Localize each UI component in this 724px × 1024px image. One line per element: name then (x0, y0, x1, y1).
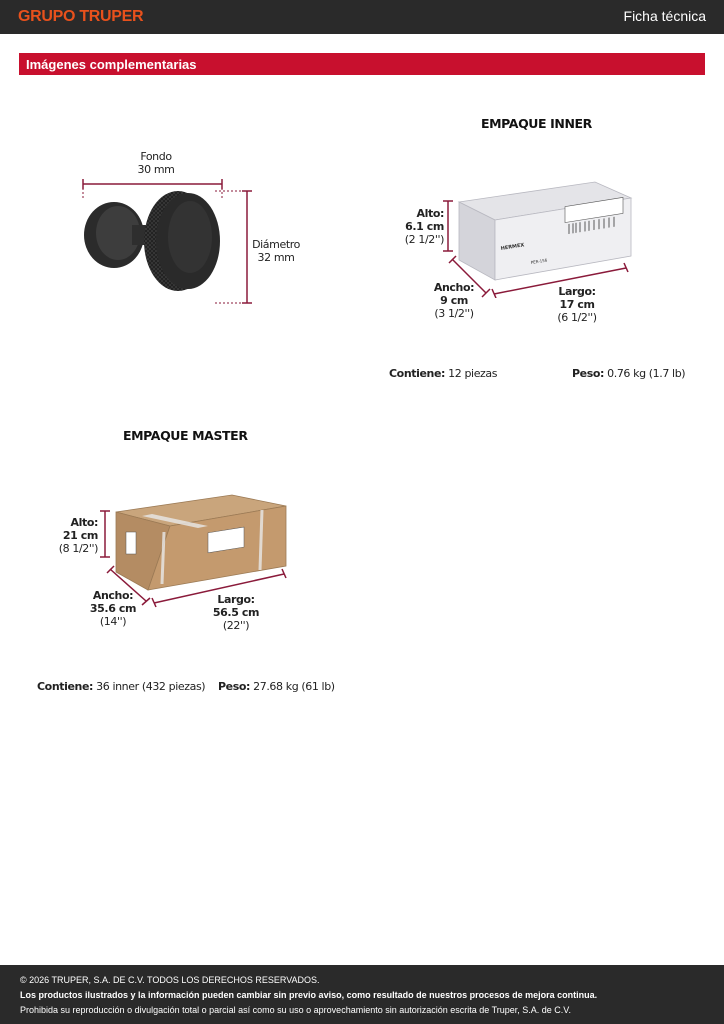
master-peso: Peso: 27.68 kg (61 lb) (218, 680, 335, 693)
master-contiene: Contiene: 36 inner (432 piezas) (37, 680, 206, 693)
section-header (19, 53, 705, 75)
inner-box-brand: HERMEX (500, 242, 525, 252)
footer-rights: Prohibida su reproducción o divulgación total o parcial así como su uso o aprovechamiento sin autorización escrita de Truper, S.A. de C.V. (20, 1005, 571, 1015)
master-alto-label: Alto: 21 cm (8 1/2'') (58, 516, 98, 555)
diametro-label: Diámetro 32 mm (252, 238, 300, 264)
master-largo-label: Largo: 56.5 cm (22'') (212, 593, 260, 632)
brand-logo: GRUPO TRUPER (18, 8, 144, 25)
inner-contiene: Contiene: 12 piezas (389, 367, 498, 380)
inner-peso: Peso: 0.76 kg (1.7 lb) (572, 367, 686, 380)
section-title: Imágenes complementarias (26, 57, 197, 72)
fondo-label: Fondo 30 mm (137, 150, 175, 176)
inner-title: EMPAQUE INNER (481, 116, 592, 131)
footer-notice: Los productos ilustrados y la información pueden cambiar sin previo aviso, como resultado de nuestros procesos de mejora continua. (20, 990, 598, 1000)
knob-product-image (80, 185, 230, 305)
document-type: Ficha técnica (623, 8, 706, 24)
master-title: EMPAQUE MASTER (123, 428, 248, 443)
master-ancho-label: Ancho: 35.6 cm (14'') (89, 589, 137, 628)
fondo-dimension-line (80, 178, 230, 198)
footer-copyright: © 2026 TRUPER, S.A. DE C.V. TODOS LOS DERECHOS RESERVADOS. (20, 975, 320, 985)
footer (0, 965, 724, 1024)
top-bar (0, 0, 724, 34)
inner-ancho-label: Ancho: 9 cm (3 1/2'') (433, 281, 475, 320)
master-alto-line (95, 508, 115, 560)
inner-alto-label: Alto: 6.1 cm (2 1/2'') (404, 207, 444, 246)
inner-largo-label: Largo: 17 cm (6 1/2'') (557, 285, 597, 324)
inner-box-code: PER-156 (530, 257, 548, 265)
